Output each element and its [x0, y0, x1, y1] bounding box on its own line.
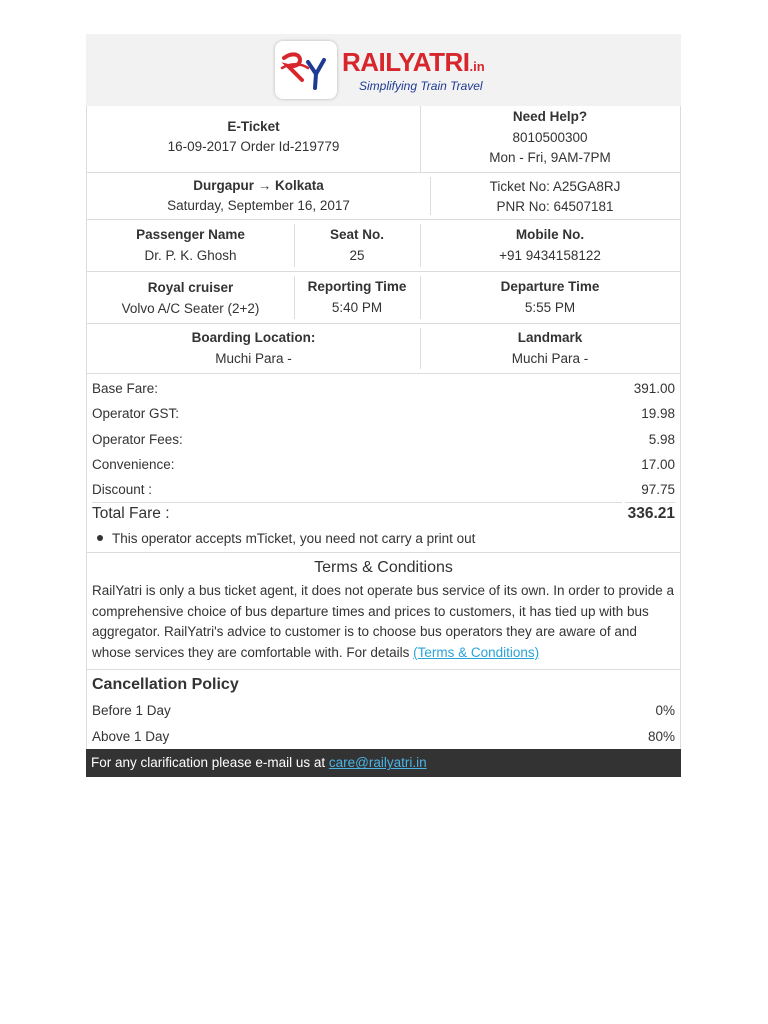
fare-label: Operator GST: — [92, 406, 180, 422]
boarding-value: Muchi Para - — [215, 351, 292, 366]
seat-cell — [294, 220, 420, 271]
ticket-numbers-cell — [430, 173, 680, 219]
fare-value: 391.00 — [633, 381, 675, 396]
bullet-icon — [97, 535, 103, 541]
fare-label: Operator Fees: — [92, 431, 183, 447]
cancellation-value: 0% — [655, 703, 675, 719]
cancellation-policy — [86, 670, 681, 749]
cancellation-row — [92, 698, 675, 724]
terms-title: Terms & Conditions — [314, 559, 453, 577]
mobile-no: +91 9434158122 — [499, 248, 601, 263]
cancellation-label: Above 1 Day — [92, 728, 170, 744]
fare-label: Discount : — [92, 482, 153, 498]
reporting-time: 5:40 PM — [331, 300, 383, 315]
pnr-no: PNR No: 64507181 — [496, 199, 614, 214]
help-hours: Mon - Fri, 9AM-7PM — [489, 150, 611, 165]
cancellation-title: Cancellation Policy — [92, 676, 239, 694]
fare-line — [92, 427, 675, 452]
boarding-label: Boarding Location: — [191, 330, 316, 345]
help-cell — [420, 106, 680, 172]
boarding-row — [87, 324, 680, 374]
landmark-cell — [420, 324, 680, 373]
passenger-row — [87, 220, 680, 272]
total-fare-label: Total Fare : — [92, 502, 622, 524]
fare-breakdown — [86, 374, 681, 552]
departure-time: 5:55 PM — [524, 300, 576, 315]
fare-line — [92, 452, 675, 477]
eticket-label: E-Ticket — [227, 119, 280, 134]
ticket-no: Ticket No: A25GA8RJ — [489, 179, 621, 194]
total-fare-value: 336.21 — [625, 502, 675, 524]
mticket-note — [92, 524, 675, 552]
landmark-label: Landmark — [517, 330, 583, 345]
seat-no: 25 — [349, 248, 365, 263]
fare-line — [92, 401, 675, 426]
ticket-header — [86, 34, 681, 106]
travel-date: Saturday, September 16, 2017 — [167, 198, 350, 213]
seat-label: Seat No. — [329, 227, 384, 242]
operator-cell — [87, 272, 294, 323]
cancellation-row — [92, 724, 675, 750]
fare-value: 97.75 — [641, 482, 675, 498]
terms-link[interactable]: (Terms & Conditions) — [413, 644, 540, 660]
reporting-label: Reporting Time — [307, 279, 407, 294]
passenger-cell — [87, 220, 294, 271]
passenger-name: Dr. P. K. Ghosh — [144, 248, 237, 263]
mticket-note-text: This operator accepts mTicket, you need not carry a print out — [112, 530, 476, 546]
route-cell — [87, 173, 430, 219]
fare-value: 17.00 — [641, 456, 675, 472]
cancellation-label: Before 1 Day — [92, 703, 171, 719]
footer-bar — [86, 749, 681, 777]
fare-value: 19.98 — [641, 406, 675, 422]
eticket-row — [87, 106, 680, 173]
cancellation-value: 80% — [647, 728, 675, 744]
boarding-cell — [87, 324, 420, 373]
support-email-link[interactable]: care@railyatri.in — [328, 755, 427, 771]
reporting-cell — [294, 272, 420, 323]
terms-section — [86, 552, 681, 670]
help-label: Need Help? — [512, 109, 588, 124]
e-ticket — [86, 34, 681, 777]
brand-name: RAILYATRI.in — [342, 47, 485, 77]
fare-label: Base Fare: — [92, 381, 159, 396]
departure-label: Departure Time — [500, 279, 600, 294]
fare-value: 5.98 — [648, 431, 675, 447]
route-row — [87, 173, 680, 220]
operator-name: Royal cruiser — [147, 280, 234, 295]
eticket-cell — [87, 106, 420, 172]
brand-tagline: Simplifying Train Travel — [359, 79, 483, 93]
order-id: 16-09-2017 Order Id-219779 — [167, 139, 340, 154]
landmark-value: Muchi Para - — [511, 351, 589, 366]
footer-text: For any clarification please e-mail us at — [91, 755, 329, 771]
fare-line — [92, 477, 675, 502]
help-phone: 8010500300 — [512, 130, 588, 145]
fare-line — [92, 376, 675, 401]
total-fare-row — [92, 502, 675, 524]
bus-row — [87, 272, 680, 324]
mobile-cell — [420, 220, 680, 271]
terms-body: RailYatri is only a bus ticket agent, it does not operate bus service of its own. In order to provide a comprehensive choice of bus departure times and prices to customers, it has tied up with bus aggregator. RailYatri's advice to customer is to choose bus operators they are aware of and whose services they are comfortable with. For details (Terms & Conditions) — [92, 583, 675, 660]
fare-label: Convenience: — [92, 456, 175, 472]
ticket-details — [86, 106, 681, 374]
bus-type: Volvo A/C Seater (2+2) — [121, 301, 260, 316]
passenger-label: Passenger Name — [136, 227, 245, 242]
railyatri-logo-icon — [275, 41, 337, 99]
mobile-label: Mobile No. — [515, 227, 585, 242]
route: Durgapur → Kolkata — [193, 178, 324, 193]
departure-cell — [420, 272, 680, 323]
